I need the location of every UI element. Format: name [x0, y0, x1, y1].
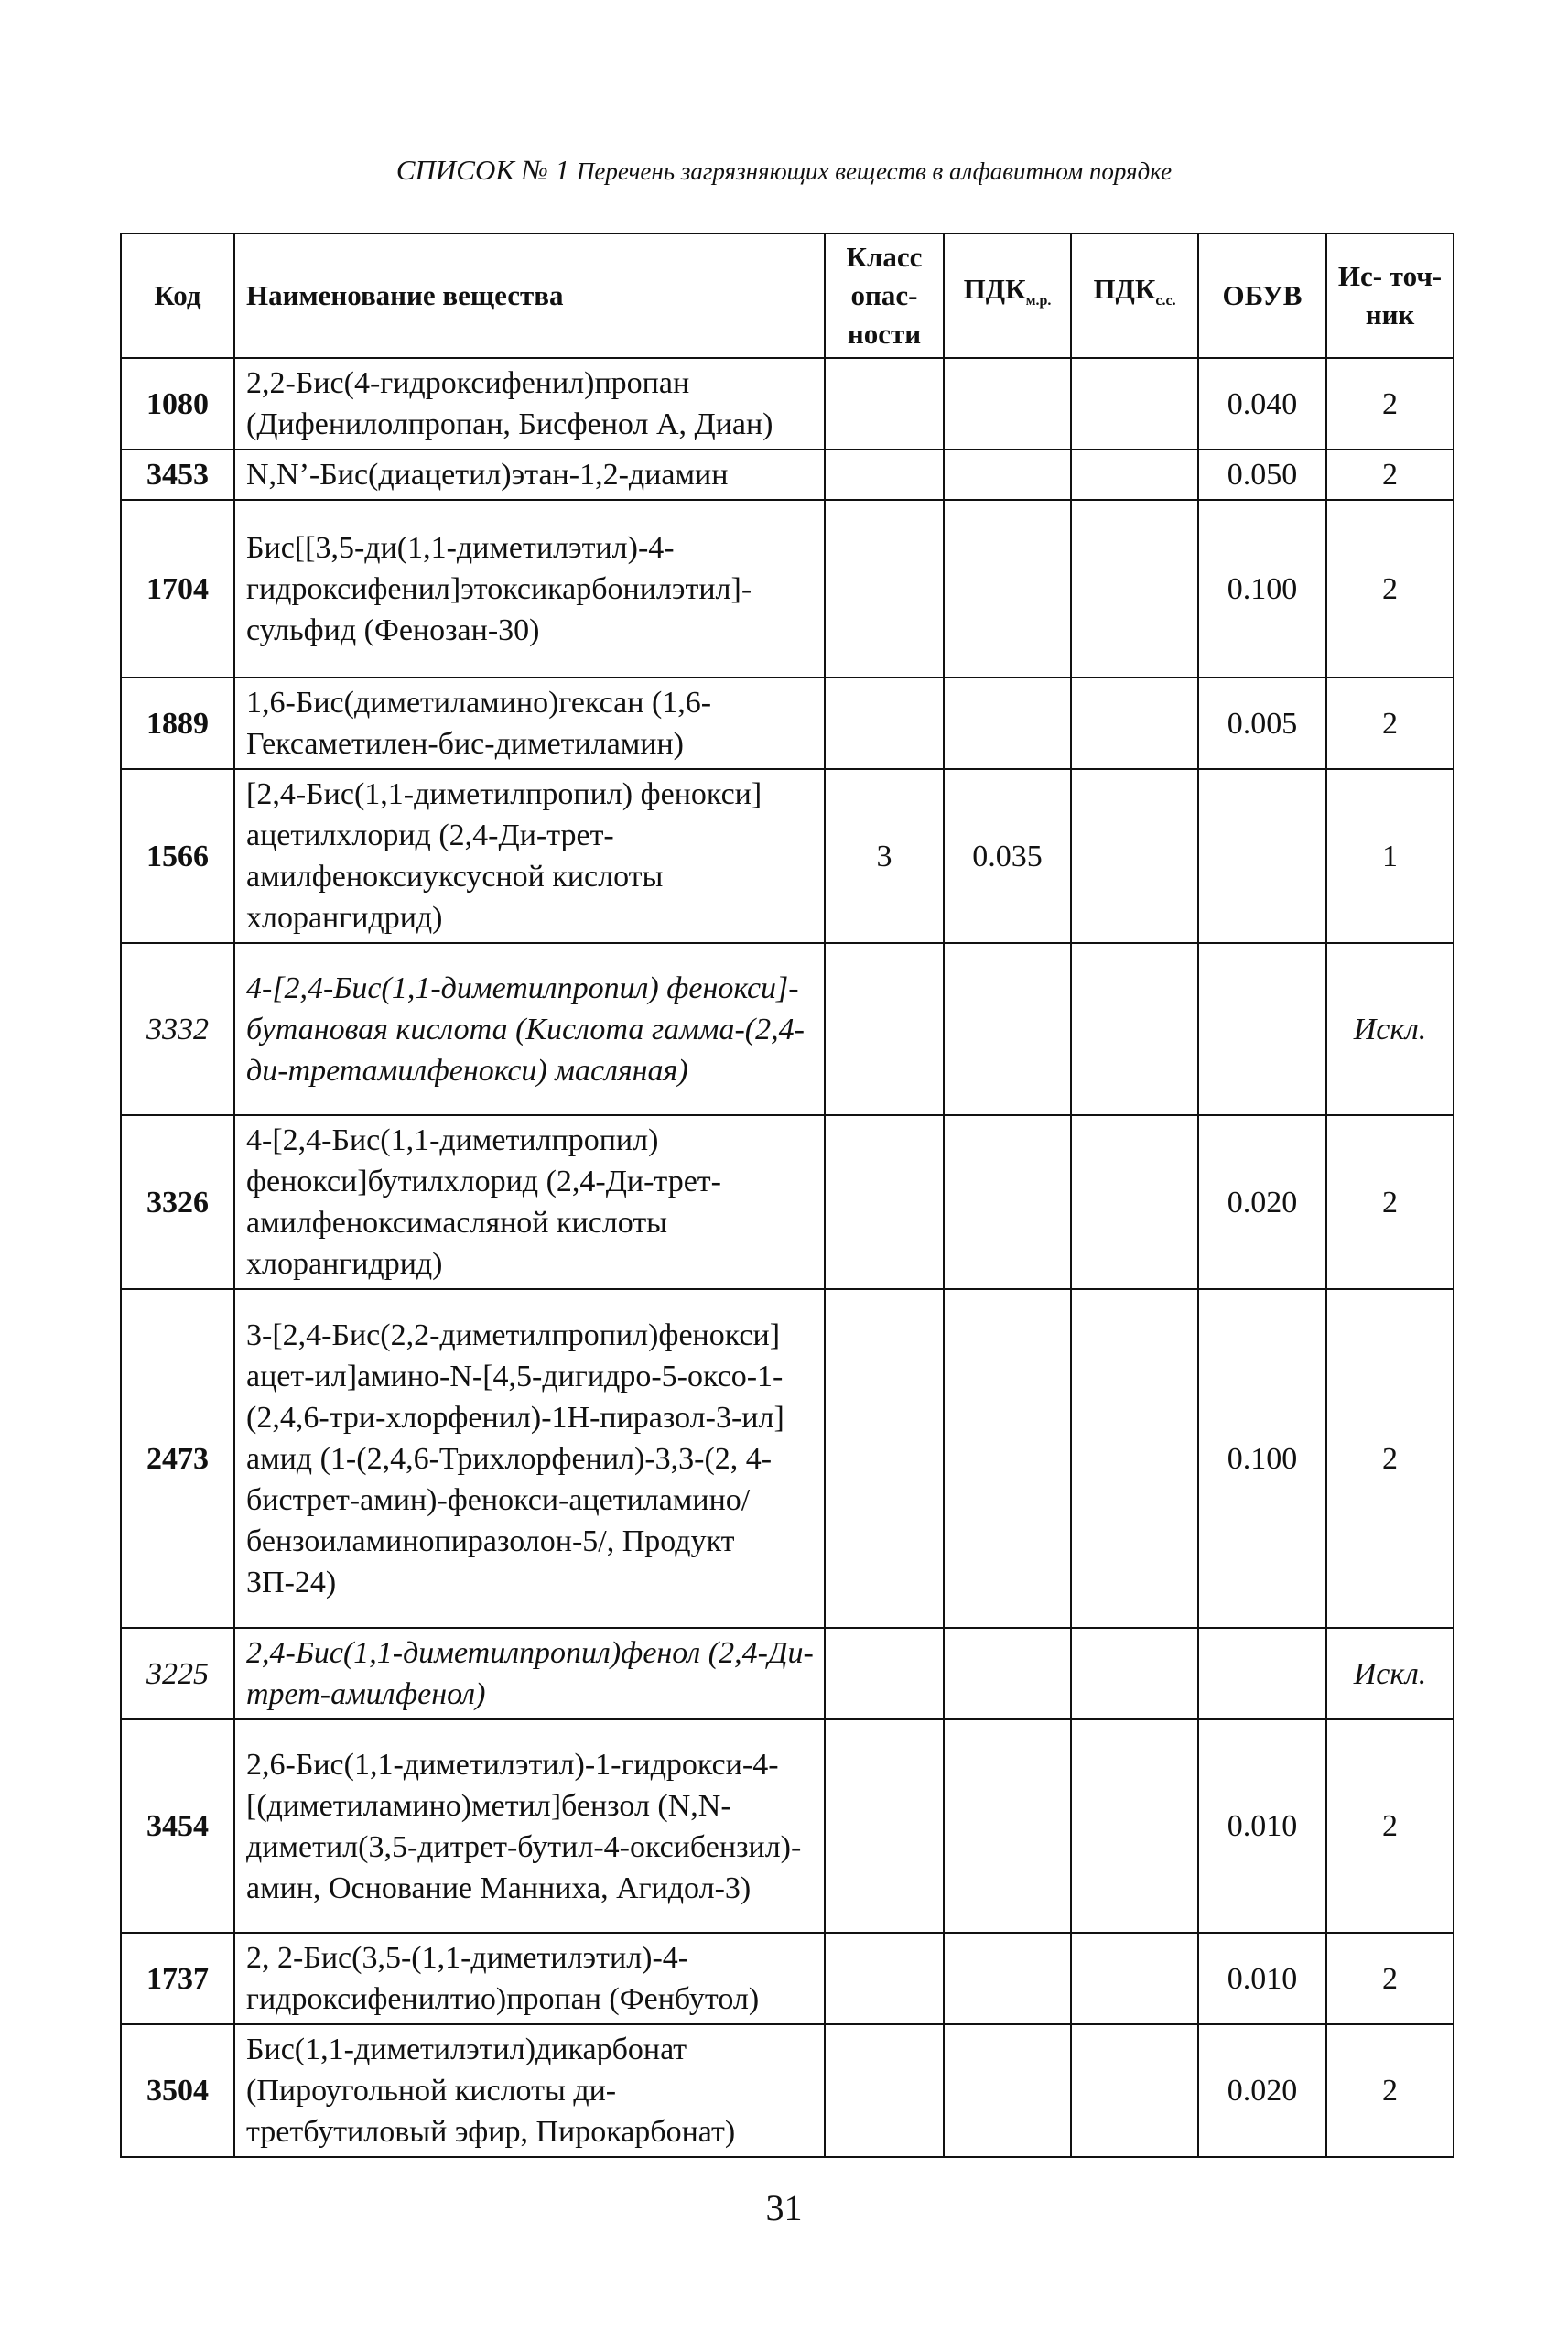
row-source: 2	[1326, 1719, 1454, 1933]
row-code: 1080	[121, 358, 234, 450]
row-code: 3225	[121, 1628, 234, 1719]
row-hazard-class	[825, 1933, 944, 2024]
row-name: Бис[[3,5-ди(1,1-диметилэтил)-4-гидроксифенил]этоксикарбонилэтил]-сульфид (Фенозан-30)	[234, 500, 825, 678]
row-source: 2	[1326, 1933, 1454, 2024]
row-obuv	[1198, 769, 1326, 943]
row-obuv: 0.005	[1198, 678, 1326, 769]
row-obuv	[1198, 1628, 1326, 1719]
row-obuv: 0.020	[1198, 2024, 1326, 2157]
col-hazard-class-header: Класс опас- ности	[825, 233, 944, 358]
row-hazard-class	[825, 1115, 944, 1289]
row-hazard-class	[825, 500, 944, 678]
row-name: Бис(1,1-диметилэтил)дикарбонат (Пироугольной кислоты ди-третбутиловый эфир, Пирокарбонат)	[234, 2024, 825, 2157]
substances-table	[120, 233, 1454, 2158]
row-code: 3332	[121, 943, 234, 1115]
row-code: 2473	[121, 1289, 234, 1628]
table-row	[121, 1628, 1454, 1719]
row-name: 4-[2,4-Бис(1,1-диметилпропил) фенокси]бутилхлорид (2,4-Ди-трет-амилфеноксимасляной кислоты хлорангидрид)	[234, 1115, 825, 1289]
row-pdk-mr	[944, 450, 1071, 500]
row-pdk-ss	[1071, 1289, 1198, 1628]
row-code: 1889	[121, 678, 234, 769]
row-pdk-mr	[944, 2024, 1071, 2157]
list-title: Перечень загрязняющих веществ в алфавитном порядке	[576, 157, 1173, 185]
table-row	[121, 500, 1454, 678]
table-row	[121, 1115, 1454, 1289]
row-source: 2	[1326, 358, 1454, 450]
row-code: 3504	[121, 2024, 234, 2157]
table-row	[121, 358, 1454, 450]
table-row	[121, 1289, 1454, 1628]
row-source: 2	[1326, 500, 1454, 678]
row-hazard-class	[825, 2024, 944, 2157]
row-pdk-ss	[1071, 500, 1198, 678]
row-pdk-ss	[1071, 678, 1198, 769]
col-pdk-mr-header: $ПДК_{м.р.}$	[944, 233, 1071, 358]
table-row	[121, 943, 1454, 1115]
row-hazard-class	[825, 943, 944, 1115]
row-pdk-ss	[1071, 769, 1198, 943]
row-code: 1566	[121, 769, 234, 943]
col-pdk-ss-header: $ПДК_{с.с.}$	[1071, 233, 1198, 358]
row-code: 3326	[121, 1115, 234, 1289]
page-header	[0, 154, 1568, 187]
list-label: СПИСОК № 1	[395, 154, 570, 186]
row-source: 2	[1326, 678, 1454, 769]
row-obuv	[1198, 943, 1326, 1115]
row-pdk-ss	[1071, 1719, 1198, 1933]
row-pdk-mr: 0.035	[944, 769, 1071, 943]
row-pdk-ss	[1071, 358, 1198, 450]
row-name: 2,6-Бис(1,1-диметилэтил)-1-гидрокси-4-[(диметиламино)метил]бензол (N,N-диметил(3,5-дитрет-бутил-4-оксибензил)-амин, Основание Манниха, Агидол-3)	[234, 1719, 825, 1933]
row-name: 1,6-Бис(диметиламино)гексан (1,6-Гексаметилен-бис-диметиламин)	[234, 678, 825, 769]
row-pdk-ss	[1071, 1115, 1198, 1289]
page-number: 31	[765, 2187, 803, 2228]
row-source: 2	[1326, 1115, 1454, 1289]
row-obuv: 0.100	[1198, 500, 1326, 678]
row-hazard-class	[825, 1628, 944, 1719]
row-name: N,N’-Бис(диацетил)этан-1,2-диамин	[234, 450, 825, 500]
row-name: [2,4-Бис(1,1-диметилпропил) фенокси] ацетилхлорид (2,4-Ди-трет-амилфеноксиуксусной кислоты хлорангидрид)	[234, 769, 825, 943]
row-source: Искл.	[1326, 943, 1454, 1115]
row-source: 2	[1326, 450, 1454, 500]
row-source: 1	[1326, 769, 1454, 943]
row-obuv: 0.010	[1198, 1933, 1326, 2024]
table-row	[121, 2024, 1454, 2157]
table-row	[121, 450, 1454, 500]
row-pdk-mr	[944, 1719, 1071, 1933]
row-pdk-mr	[944, 1933, 1071, 2024]
row-obuv: 0.050	[1198, 450, 1326, 500]
row-hazard-class	[825, 1289, 944, 1628]
row-hazard-class: 3	[825, 769, 944, 943]
row-source: Искл.	[1326, 1628, 1454, 1719]
col-name-header: Наименование вещества	[234, 233, 825, 358]
row-name: 4-[2,4-Бис(1,1-диметилпропил) фенокси]-бутановая кислота (Кислота гамма-(2,4-ди-третамилфенокси) масляная)	[234, 943, 825, 1115]
row-obuv: 0.040	[1198, 358, 1326, 450]
row-pdk-ss	[1071, 1933, 1198, 2024]
row-code: 3453	[121, 450, 234, 500]
table-row	[121, 769, 1454, 943]
row-pdk-ss	[1071, 943, 1198, 1115]
row-pdk-ss	[1071, 2024, 1198, 2157]
row-pdk-mr	[944, 1628, 1071, 1719]
table-row	[121, 678, 1454, 769]
row-name: 2, 2-Бис(3,5-(1,1-диметилэтил)-4-гидроксифенилтио)пропан (Фенбутол)	[234, 1933, 825, 2024]
row-code: 1704	[121, 500, 234, 678]
row-source: 2	[1326, 1289, 1454, 1628]
table-header-row	[121, 233, 1454, 358]
row-obuv: 0.100	[1198, 1289, 1326, 1628]
row-pdk-mr	[944, 1289, 1071, 1628]
table-row	[121, 1933, 1454, 2024]
col-code-header: Код	[121, 233, 234, 358]
row-name: 2,4-Бис(1,1-диметилпропил)фенол (2,4-Ди-трет-амилфенол)	[234, 1628, 825, 1719]
table-row	[121, 1719, 1454, 1933]
row-name: 2,2-Бис(4-гидроксифенил)пропан (Дифенилолпропан, Бисфенол А, Диан)	[234, 358, 825, 450]
row-code: 1737	[121, 1933, 234, 2024]
row-pdk-mr	[944, 500, 1071, 678]
row-hazard-class	[825, 678, 944, 769]
row-pdk-mr	[944, 678, 1071, 769]
col-obuv-header: ОБУВ	[1198, 233, 1326, 358]
row-name: 3-[2,4-Бис(2,2-диметилпропил)фенокси] ацет-ил]амино-N-[4,5-дигидро-5-оксо-1-(2,4,6-три-хлорфенил)-1Н-пиразол-3-ил] амид (1-(2,4,6-Трихлорфенил)-3,3-(2, 4-бистрет-амин)-фенокси-ацетиламино/ бензоиламинопиразолон-5/, Продукт ЗП-24)	[234, 1289, 825, 1628]
row-obuv: 0.020	[1198, 1115, 1326, 1289]
row-hazard-class	[825, 358, 944, 450]
row-pdk-mr	[944, 943, 1071, 1115]
row-pdk-ss	[1071, 450, 1198, 500]
row-hazard-class	[825, 1719, 944, 1933]
row-hazard-class	[825, 450, 944, 500]
row-source: 2	[1326, 2024, 1454, 2157]
row-pdk-mr	[944, 1115, 1071, 1289]
col-source-header: Ис- точ- ник	[1326, 233, 1454, 358]
row-obuv: 0.010	[1198, 1719, 1326, 1933]
row-code: 3454	[121, 1719, 234, 1933]
row-pdk-mr	[944, 358, 1071, 450]
row-pdk-ss	[1071, 1628, 1198, 1719]
